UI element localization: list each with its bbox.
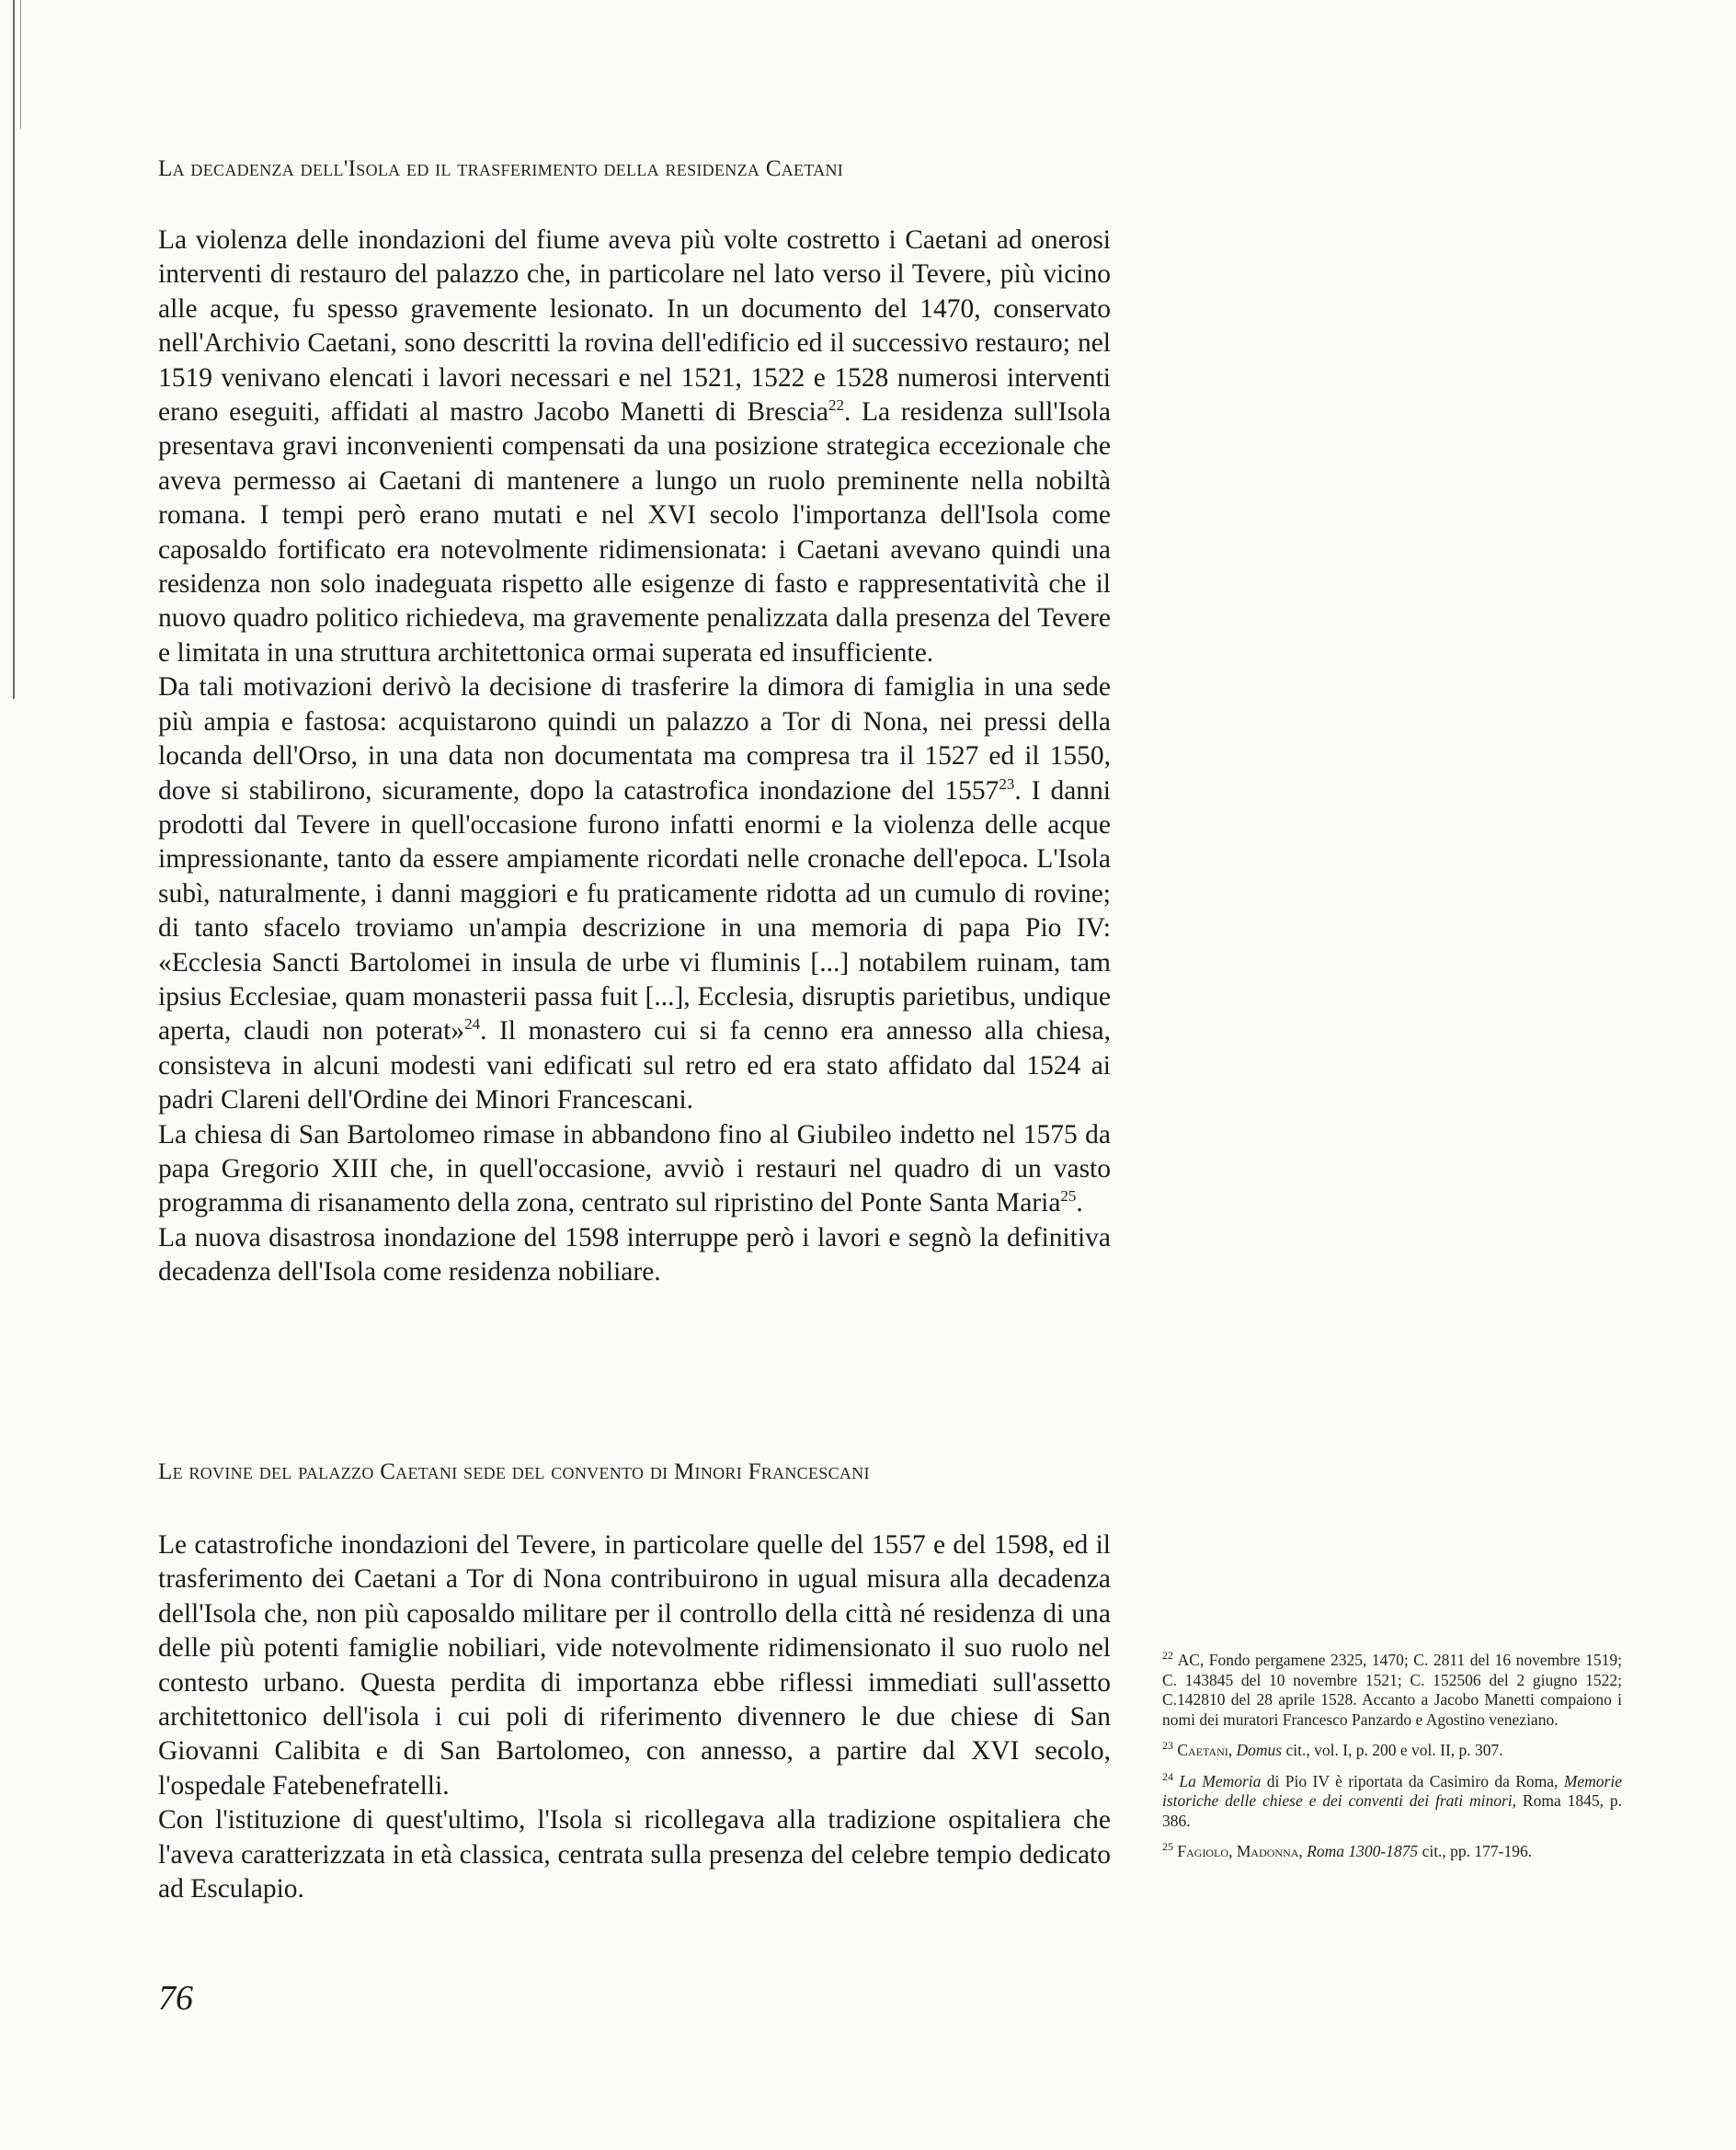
scan-edge-line-thin [20, 0, 21, 129]
section-body-1 [158, 223, 1111, 1290]
paragraph: Le catastrofiche inondazioni del Tevere, in particolare quelle del 1557 e del 1598, ed il trasferimento dei Caetani a Tor di Nona contribuirono in ugual misura alla decadenza dell'Isola che, non più caposaldo militare per il controllo della città né residenza di una delle più potenti famiglie nobiliari, vide notevolmente ridimensionato il suo ruolo nel contesto urbano. Questa perdita di importanza ebbe riflessi immediati sull'assetto architettonico dell'isola i cui poli di riferimento divennero le due chiese di San Giovanni Calibita e di San Bartolomeo, con annesso, a partire dal XVI secolo, l'ospedale Fatebenefratelli. [158, 1530, 1111, 1801]
footnote-ref[interactable]: 25 [1060, 1187, 1077, 1206]
paragraph: Da tali motivazioni derivò la decisione di trasferire la dimora di famiglia in una sede più ampia e fastosa: acquistarono quindi un palazzo a Tor di Nona, nei pressi della locanda dell'Orso, in una data non documentata ma compresa tra il 1527 ed il 1550, dove si stabilirono, sicuramente, dopo la catastrofica inondazione del 1557$^{23}$. I danni prodotti dal Tevere in quell'occasione furono infatti enormi e la violenza delle acque impressionante, tanto da essere ampiamente ricordati nelle cronache dell'epoca. L'Isola subì, naturalmente, i danni maggiori e fu praticamente ridotta ad un cumulo di rovine; di tanto sfacelo troviamo un'ampia descrizione in una memoria di papa Pio IV: «Ecclesia Sancti Bartolomei in insula de urbe vi fluminis [...] notabilem ruinam, tam ipsius Ecclesiae, quam monasterii passa fuit [...], Ecclesia, disruptis parietibus, undique aperta, claudi non poterat»$^{24}$. Il monastero cui si fa cenno era annesso alla chiesa, consisteva in alcuni modesti vani edificati sul retro ed era stato affidato dal 1524 ai padri Clareni dell'Ordine dei Minori Francescani. [158, 672, 1111, 1115]
scan-edge-line [13, 0, 15, 699]
paragraph: La chiesa di San Bartolomeo rimase in abbandono fino al Giubileo indetto nel 1575 da papa Gregorio XIII che, in quell'occasione, avviò i restauri nel quadro di un vasto programma di risanamento della zona, centrato sul ripristino del Ponte Santa Maria$^{25}$. [158, 1119, 1111, 1218]
section-heading-1: La decadenza dell'Isola ed il trasferimento della residenza Caetani [158, 156, 844, 181]
footnote-ref[interactable]: 23 [999, 774, 1015, 793]
footnotes [1162, 1651, 1622, 1873]
paragraph: La nuova disastrosa inondazione del 1598 interruppe però i lavori e segnò la definitiva decadenza dell'Isola come residenza nobiliare. [158, 1222, 1111, 1287]
footnote: $^{25}$ Fagiolo, Madonna, Roma 1300-1875 cit., pp. 177-196. [1162, 1840, 1533, 1860]
footnote: $^{23}$ Caetani, Domus cit., vol. I, p. 200 e vol. II, p. 307. [1162, 1739, 1503, 1759]
page-number: 76 [158, 1979, 193, 2018]
footnote: $^{22}$ AC, Fondo pergamene 2325, 1470; C. 2811 del 16 novembre 1519; C. 143845 del 10 novembre 1521; C. 152506 del 2 giugno 1522; C.142810 del 28 aprile 1528. Accanto a Jacobo Manetti compaiono i nomi dei muratori Francesco Panzardo e Agostino veneziano. [1162, 1649, 1622, 1729]
footnote: $^{24}$ La Memoria di Pio IV è riportata da Casimiro da Roma, Memorie istoriche delle chiese e dei conventi dei frati minori, Roma 1845, p. 386. [1162, 1769, 1623, 1830]
footnote-ref[interactable]: 22 [828, 396, 844, 415]
footnote-ref[interactable]: 24 [464, 1015, 481, 1034]
paragraph: La violenza delle inondazioni del fiume aveva più volte costretto i Caetani ad onerosi interventi di restauro del palazzo che, in particolare nel lato verso il Tevere, più vicino alle acque, fu spesso gravemente lesionato. In un documento del 1470, conservato nell'Archivio Caetani, sono descritti la rovina dell'edificio ed il successivo restauro; nel 1519 venivano elencati i lavori necessari e nel 1521, 1522 e 1528 numerosi interventi erano eseguiti, affidati al mastro Jacobo Manetti di Brescia$^{22}$. La residenza sull'Isola presentava gravi inconvenienti compensati da una posizione strategica eccezionale che aveva permesso ai Caetani di mantenere a lungo un ruolo preminente nella nobiltà romana. I tempi però erano mutati e nel XVI secolo l'importanza dell'Isola come caposaldo fortificato era notevolmente ridimensionata: i Caetani avevano quindi una residenza non solo inadeguata rispetto alle esigenze di fasto e rappresentatività che il nuovo quadro politico richiedeva, ma gravemente penalizzata dalla presenza del Tevere e limitata in una struttura architettonica ormai superata ed insufficiente. [158, 225, 1111, 668]
section-body-2 [158, 1528, 1111, 1906]
paragraph: Con l'istituzione di quest'ultimo, l'Isola si ricollegava alla tradizione ospitaliera che l'aveva caratterizzata in età classica, centrata sulla presenza del celebre tempio dedicato ad Esculapio. [158, 1805, 1111, 1904]
section-heading-2: Le rovine del palazzo Caetani sede del convento di Minori Francescani [158, 1459, 870, 1484]
